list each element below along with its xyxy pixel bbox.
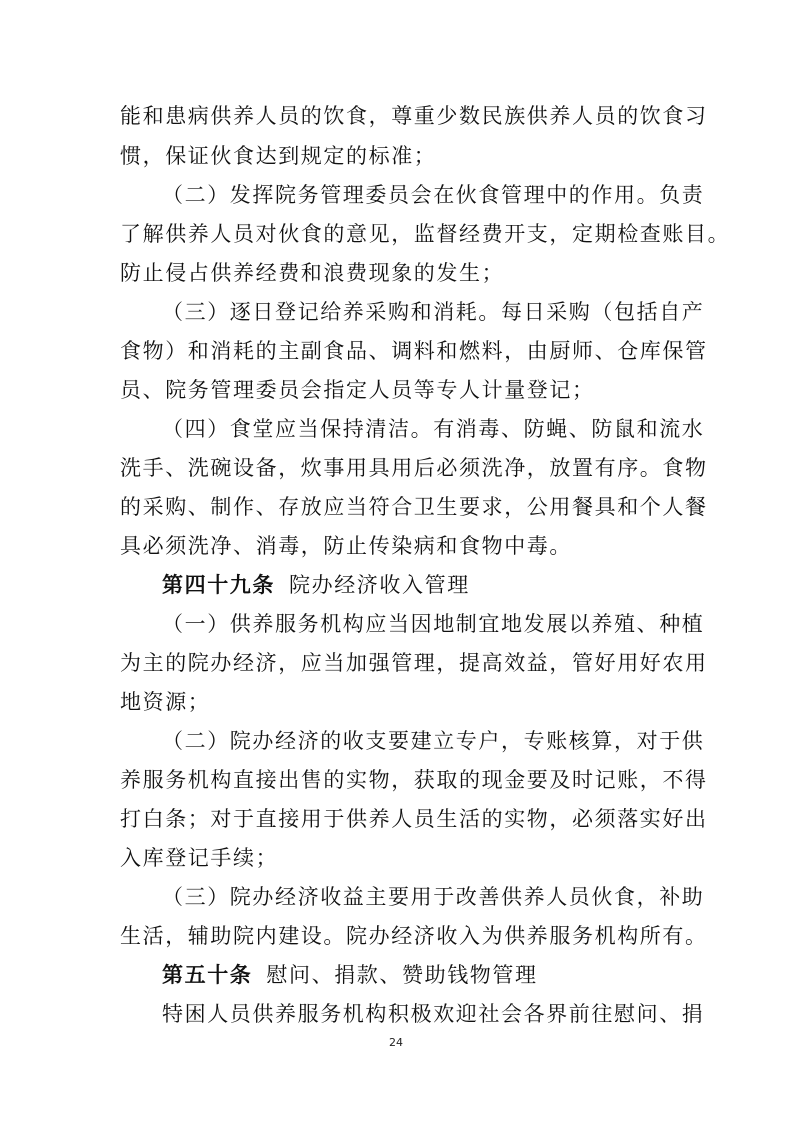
article-number: 第四十九条 xyxy=(162,572,275,597)
text-line: （三）逐日登记给养采购和消耗。每日采购（包括自产 xyxy=(162,300,705,324)
page-number: 24 xyxy=(389,1036,403,1049)
text-line: 为主的院办经济，应当加强管理，提高效益，管好用好农用 xyxy=(120,651,708,675)
text-line: 能和患病供养人员的饮食，尊重少数民族供养人员的饮食习 xyxy=(120,104,708,128)
text-line: 惯，保证伙食达到规定的标准； xyxy=(120,144,437,168)
text-line: （三）院办经济收益主要用于改善供养人员伙食，补助 xyxy=(162,885,705,909)
text-line: 特困人员供养服务机构积极欢迎社会各界前往慰问、捐 xyxy=(162,1002,705,1026)
article-number: 第五十条 xyxy=(162,962,253,987)
text-line: 具必须洗净、消毒，防止传染病和食物中毒。 xyxy=(120,534,572,558)
text-line: 员、院务管理委员会指定人员等专人计量登记； xyxy=(120,378,595,402)
article-title: 院办经济收入管理 xyxy=(289,573,470,597)
article-50-heading xyxy=(162,961,722,989)
text-line: 的采购、制作、存放应当符合卫生要求，公用餐具和个人餐 xyxy=(120,495,708,519)
text-line: 了解供养人员对伙食的意见，监督经费开支，定期检查账目。 xyxy=(120,222,731,246)
text-line: 养服务机构直接出售的实物，获取的现金要及时记账，不得 xyxy=(120,768,708,792)
text-line: 食物）和消耗的主副食品、调料和燃料，由厨师、仓库保管 xyxy=(120,339,708,363)
text-line: 洗手、洗碗设备，炊事用具用后必须洗净，放置有序。食物 xyxy=(120,456,708,480)
text-line: 入库登记手续； xyxy=(120,846,279,870)
text-line: （二）院办经济的收支要建立专户，专账核算，对于供 xyxy=(162,729,705,753)
text-line: 打白条；对于直接用于供养人员生活的实物，必须落实好出 xyxy=(120,807,708,831)
article-title: 慰问、捐款、赞助钱物管理 xyxy=(266,963,538,987)
text-line: （一）供养服务机构应当因地制宜地发展以养殖、种植 xyxy=(162,612,705,636)
text-line: （四）食堂应当保持清洁。有消毒、防蝇、防鼠和流水 xyxy=(162,417,705,441)
text-line: 地资源； xyxy=(120,690,211,714)
text-line: 防止侵占供养经费和浪费现象的发生； xyxy=(120,261,505,285)
article-49-heading xyxy=(162,571,722,599)
text-line: 生活，辅助院内建设。院办经济收入为供养服务机构所有。 xyxy=(120,924,708,948)
text-line: （二）发挥院务管理委员会在伙食管理中的作用。负责 xyxy=(162,183,705,207)
